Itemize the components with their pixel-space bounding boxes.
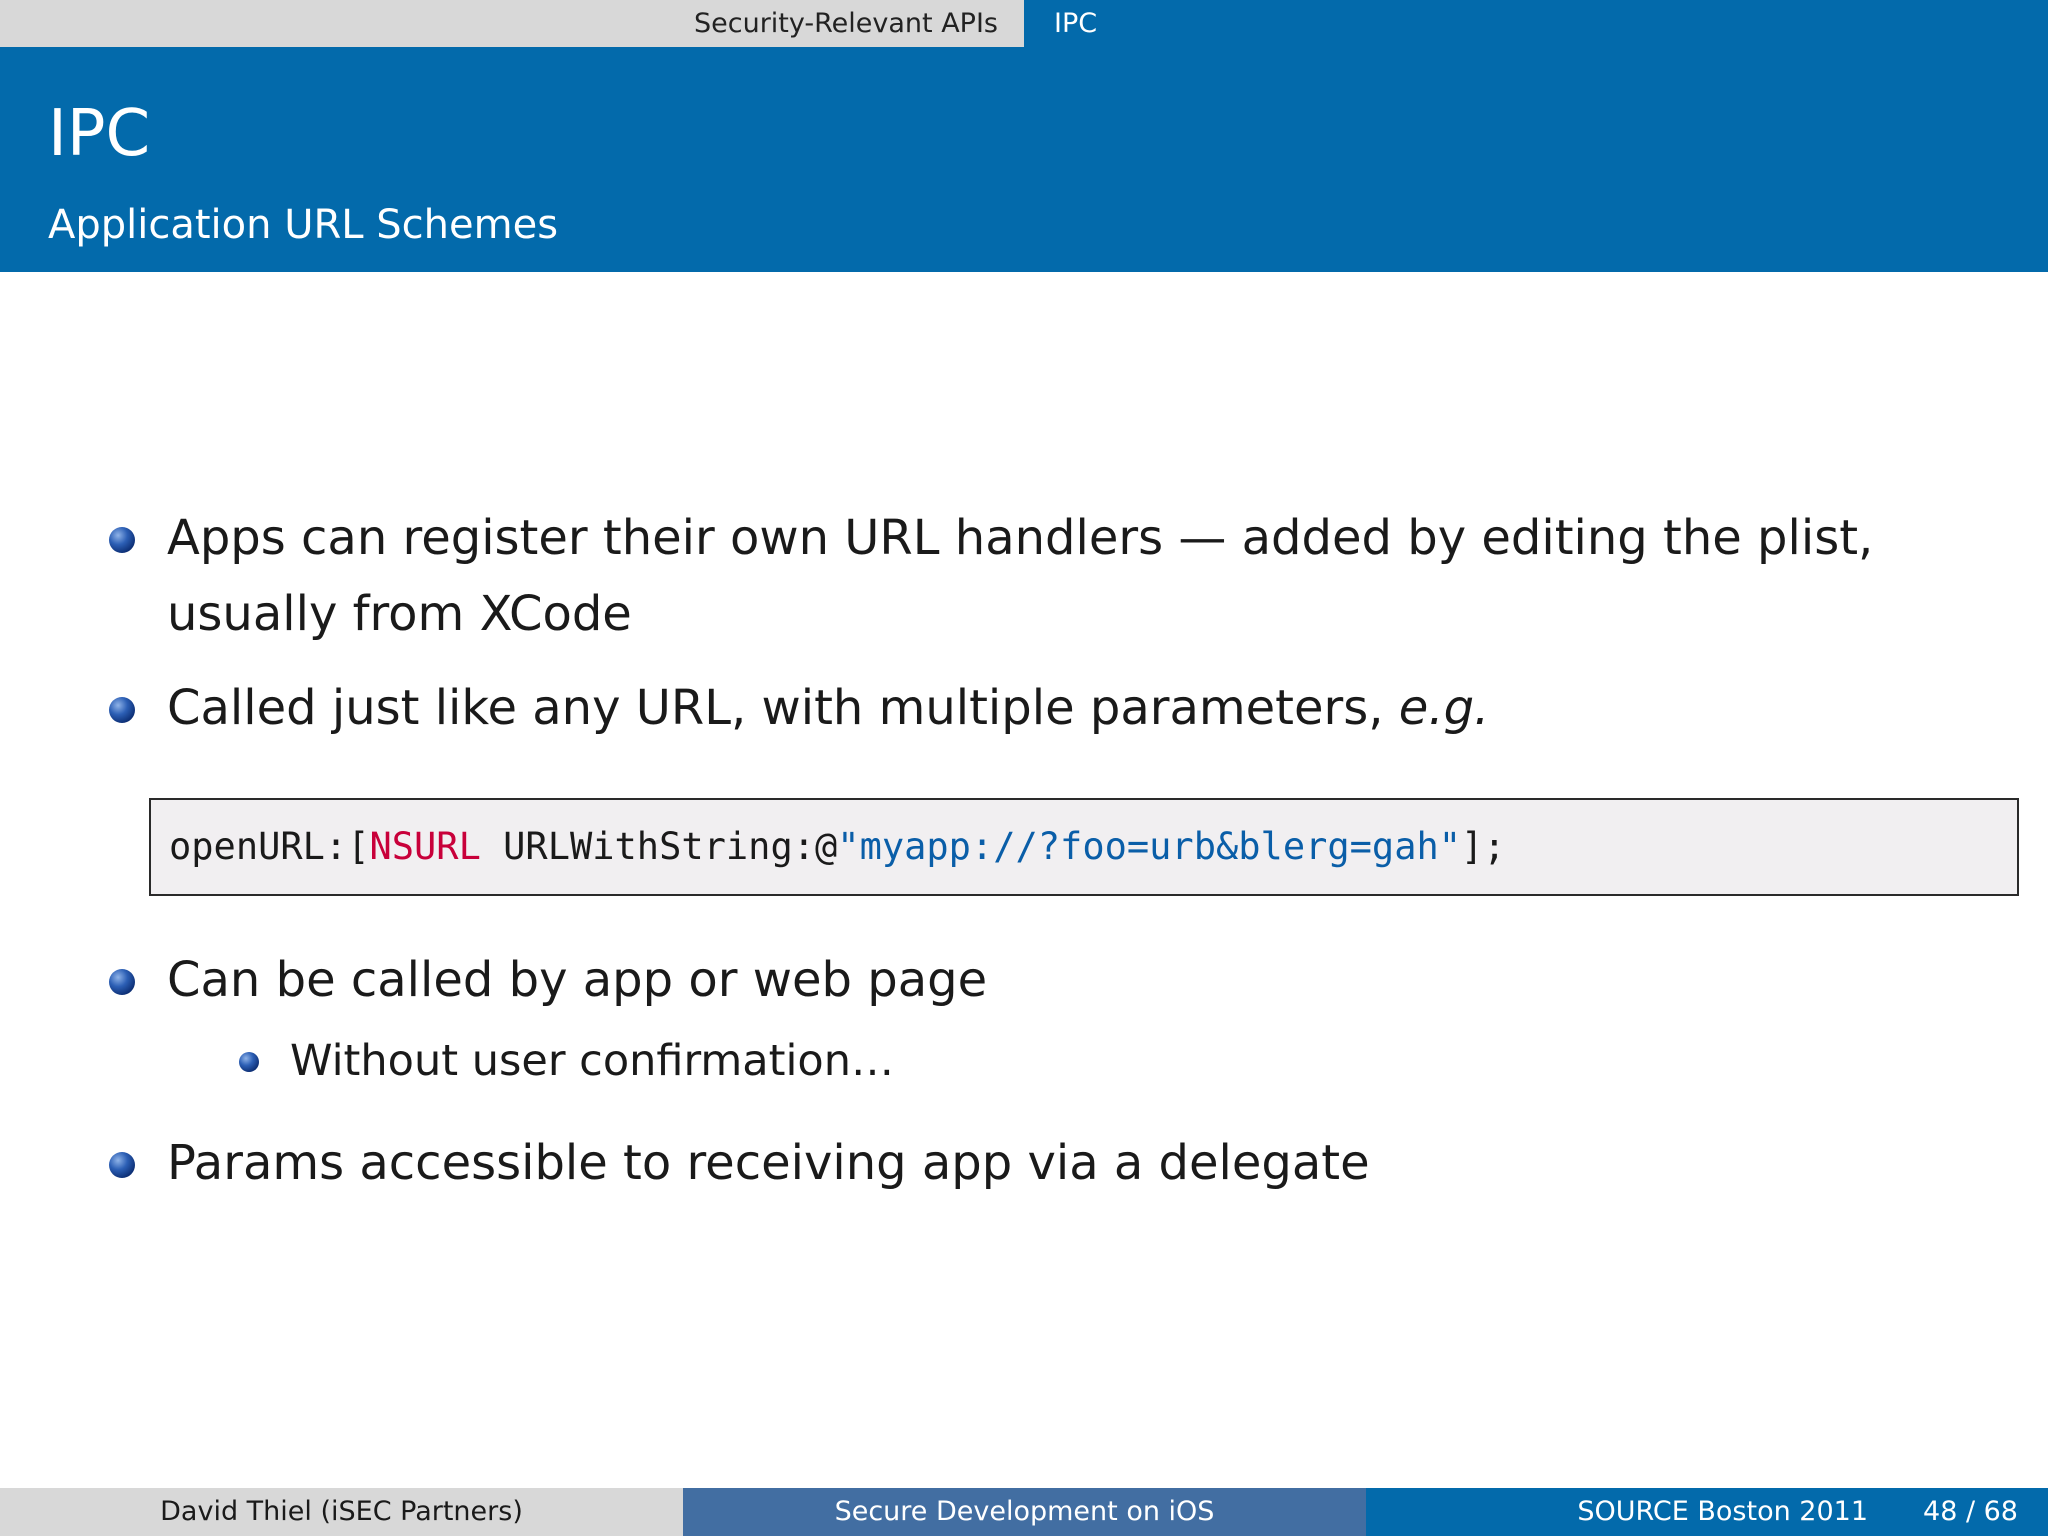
slide-footer [0, 1488, 2048, 1536]
code-token-plain: URLWithString:@ [480, 825, 838, 868]
bullet-icon [109, 1152, 135, 1178]
frame-subtitle: Application URL Schemes [48, 202, 559, 248]
footer-talk-title: Secure Development on iOS [683, 1488, 1366, 1536]
frame-title: IPC [48, 97, 151, 171]
bullet-item-url-handlers: Apps can register their own URL handlers — added by editing the plist, usually from XCode [167, 510, 1874, 642]
nav-section-security-apis[interactable]: Security-Relevant APIs [693, 8, 998, 39]
frame-title-band [0, 47, 2048, 272]
nav-subsection-ipc[interactable]: IPC [1024, 0, 2048, 47]
sub-bullet-item-no-confirmation: Without user confirmation… [290, 1036, 894, 1086]
footer-author: David Thiel (iSEC Partners) [0, 1488, 683, 1536]
section-navigation-bar [0, 0, 2048, 47]
footer-page-number: 48 / 68 [1923, 1496, 2018, 1527]
bullet-item-app-or-web: Can be called by app or web page [167, 952, 988, 1008]
code-token-string: "myapp://?foo=urb&blerg=gah" [837, 825, 1462, 868]
footer-conference: SOURCE Boston 2011 [1577, 1496, 1868, 1527]
code-block [149, 798, 2019, 896]
sub-bullet-icon [239, 1052, 259, 1072]
bullet-icon [109, 697, 135, 723]
footer-right-panel [1366, 1488, 2048, 1536]
bullet-text-main: Called just like any URL, with multiple parameters, [167, 680, 1399, 736]
code-line [169, 824, 1506, 870]
code-token-plain: openURL:[ [169, 825, 370, 868]
bullet-item-called-like-url [167, 670, 1489, 746]
bullet-icon [109, 969, 135, 995]
bullet-icon [109, 527, 135, 553]
bullet-item-params-delegate: Params accessible to receiving app via a delegate [167, 1135, 1370, 1191]
code-token-plain: ]; [1461, 825, 1506, 868]
code-token-class: NSURL [369, 825, 481, 868]
bullet-text-emphasis: e.g. [1398, 680, 1490, 736]
